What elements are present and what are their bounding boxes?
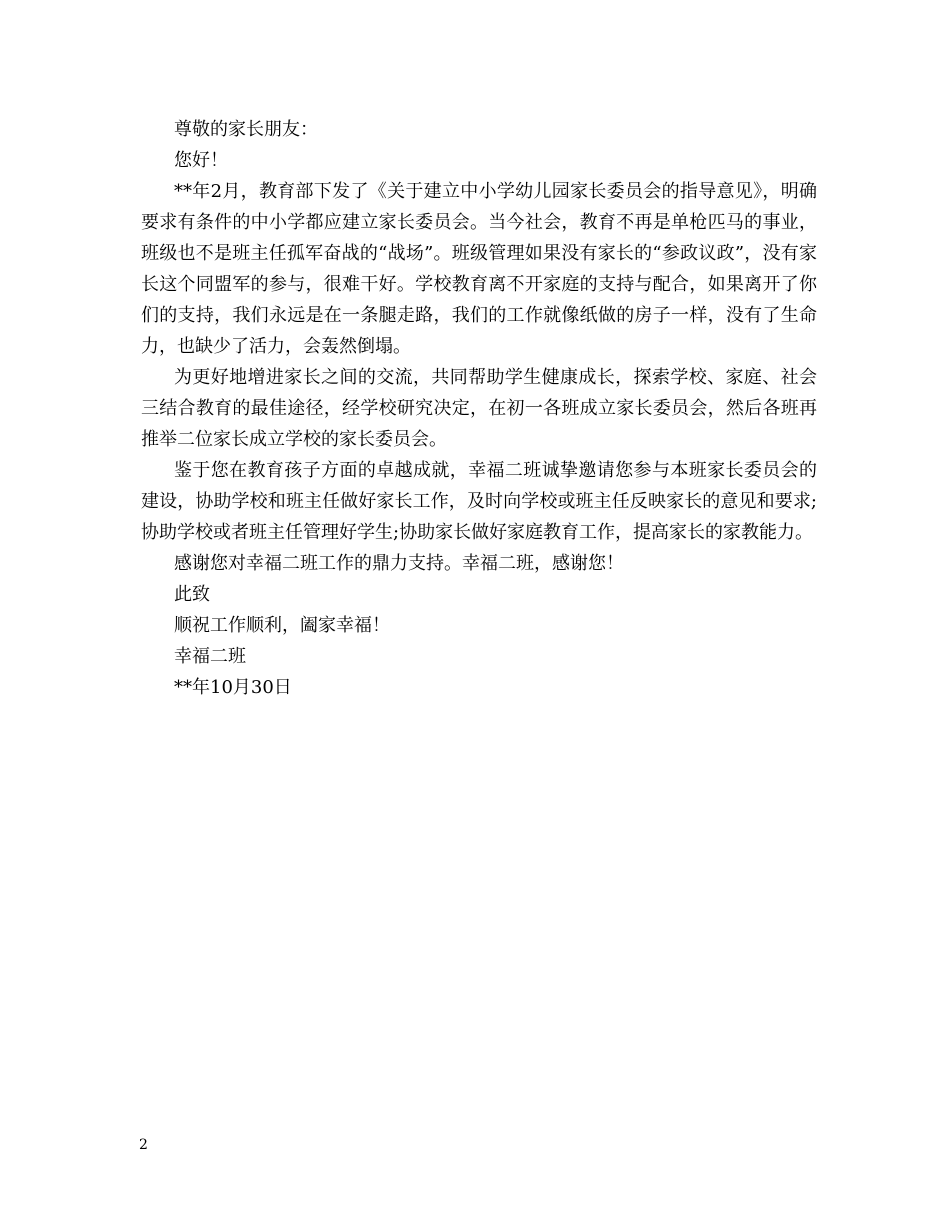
- date: **年10月30日: [174, 677, 292, 698]
- greeting: 您好！: [174, 150, 228, 171]
- paragraph-invitation: 鉴于您在教育孩子方面的卓越成就，幸福二班诚挚邀请您参与本班家长委员会的建设，协助学校和班主任做好家长工作，及时向学校或班主任反映家长的意见和要求;协助学校或者班主任管理好学生;协助家长做好家庭教育工作，提高家长的家教能力。: [141, 460, 817, 543]
- paragraph-purpose: 为更好地增进家长之间的交流，共同帮助学生健康成长，探索学校、家庭、社会三结合教育的最佳途径，经学校研究决定，在初一各班成立家长委员会，然后各班再推举二位家长成立学校的家长委员会。: [141, 367, 817, 450]
- letter-body: [141, 114, 817, 703]
- paragraph-thanks: 感谢您对幸福二班工作的鼎力支持。幸福二班，感谢您！: [174, 553, 624, 574]
- closing: 此致: [174, 584, 210, 605]
- paragraph-policy: **年2月，教育部下发了《关于建立中小学幼儿园家长委员会的指导意见》，明确要求有条件的中小学都应建立家长委员会。当今社会，教育不再是单枪匹马的事业，班级也不是班主任孤军奋战的“战场”。班级管理如果没有家长的“参政议政”，没有家长这个同盟军的参与，很难干好。学校教育离不开家庭的支持与配合，如果离开了你们的支持，我们永远是在一条腿走路，我们的工作就像纸做的房子一样，没有了生命力，也缺少了活力，会轰然倒塌。: [141, 181, 817, 357]
- page-number: 2: [139, 1137, 148, 1153]
- signature: 幸福二班: [174, 646, 246, 667]
- wishes: 顺祝工作顺利，阖家幸福！: [174, 615, 390, 636]
- salutation: 尊敬的家长朋友：: [174, 119, 318, 140]
